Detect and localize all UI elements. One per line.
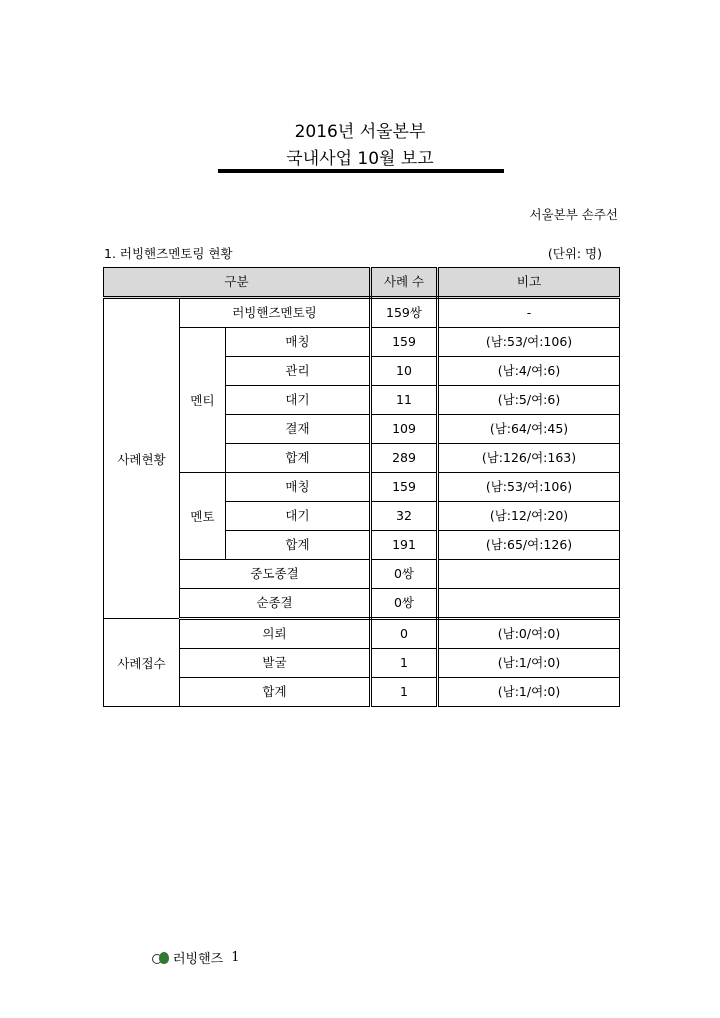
row-label: 순종결 (180, 589, 371, 619)
row-label: 매칭 (226, 473, 371, 502)
row-count: 109 (371, 415, 438, 444)
document-subtitle: 국내사업 10월 보고 (286, 149, 434, 169)
table-row (104, 678, 620, 707)
table-row (104, 589, 620, 619)
row-note: (남:1/여:0) (438, 649, 620, 678)
row-count: 1 (371, 649, 438, 678)
row-label: 대기 (226, 502, 371, 531)
row-label: 합계 (226, 531, 371, 560)
group-case-intake: 사례접수 (104, 619, 180, 707)
table-row (104, 560, 620, 589)
hands-logo-icon (152, 950, 170, 966)
row-count: 159 (371, 473, 438, 502)
row-note: (남:0/여:0) (438, 619, 620, 649)
row-label: 합계 (180, 678, 371, 707)
row-label: 중도종결 (180, 560, 371, 589)
row-count: 0쌍 (371, 589, 438, 619)
group-cases-status: 사례현황 (104, 298, 180, 619)
row-note: (남:65/여:126) (438, 531, 620, 560)
table-row (104, 298, 620, 328)
page-number: 1 (231, 950, 240, 965)
row-count: 289 (371, 444, 438, 473)
row-count: 11 (371, 386, 438, 415)
row-count: 159쌍 (371, 298, 438, 328)
row-label: 합계 (226, 444, 371, 473)
row-note: (남:4/여:6) (438, 357, 620, 386)
row-count: 32 (371, 502, 438, 531)
row-note: (남:64/여:45) (438, 415, 620, 444)
row-count: 159 (371, 328, 438, 357)
row-count: 0쌍 (371, 560, 438, 589)
group-mentee: 멘티 (180, 328, 226, 473)
document-title: 2016년 서울본부 (294, 122, 426, 142)
row-count: 0 (371, 619, 438, 649)
table-row (104, 619, 620, 649)
row-label: 의뢰 (180, 619, 371, 649)
group-mentor: 멘토 (180, 473, 226, 560)
row-label: 결재 (226, 415, 371, 444)
row-note (438, 560, 620, 589)
table-row (104, 649, 620, 678)
mentoring-status-table (103, 267, 620, 707)
row-note: (남:12/여:20) (438, 502, 620, 531)
author-line: 서울본부 손주선 (529, 207, 618, 222)
row-note: (남:53/여:106) (438, 473, 620, 502)
row-count: 10 (371, 357, 438, 386)
unit-label: (단위: 명) (547, 246, 602, 261)
header-note: 비고 (438, 268, 620, 298)
row-note (438, 589, 620, 619)
title-underline (218, 169, 504, 173)
row-label: 관리 (226, 357, 371, 386)
footer-brand: 러빙핸즈 (173, 952, 224, 967)
section-title: 1. 러빙핸즈멘토링 현황 (104, 246, 233, 261)
row-note: (남:53/여:106) (438, 328, 620, 357)
header-count: 사례 수 (371, 268, 438, 298)
row-note: (남:1/여:0) (438, 678, 620, 707)
table-row (104, 328, 620, 357)
row-label: 매칭 (226, 328, 371, 357)
row-label: 대기 (226, 386, 371, 415)
row-note: (남:126/여:163) (438, 444, 620, 473)
row-label: 러빙핸즈멘토링 (180, 298, 371, 328)
row-note: (남:5/여:6) (438, 386, 620, 415)
table-row (104, 473, 620, 502)
row-count: 191 (371, 531, 438, 560)
header-category: 구분 (104, 268, 371, 298)
row-count: 1 (371, 678, 438, 707)
page-footer (152, 948, 240, 967)
row-label: 발굴 (180, 649, 371, 678)
row-note: - (438, 298, 620, 328)
table-header-row (104, 268, 620, 298)
